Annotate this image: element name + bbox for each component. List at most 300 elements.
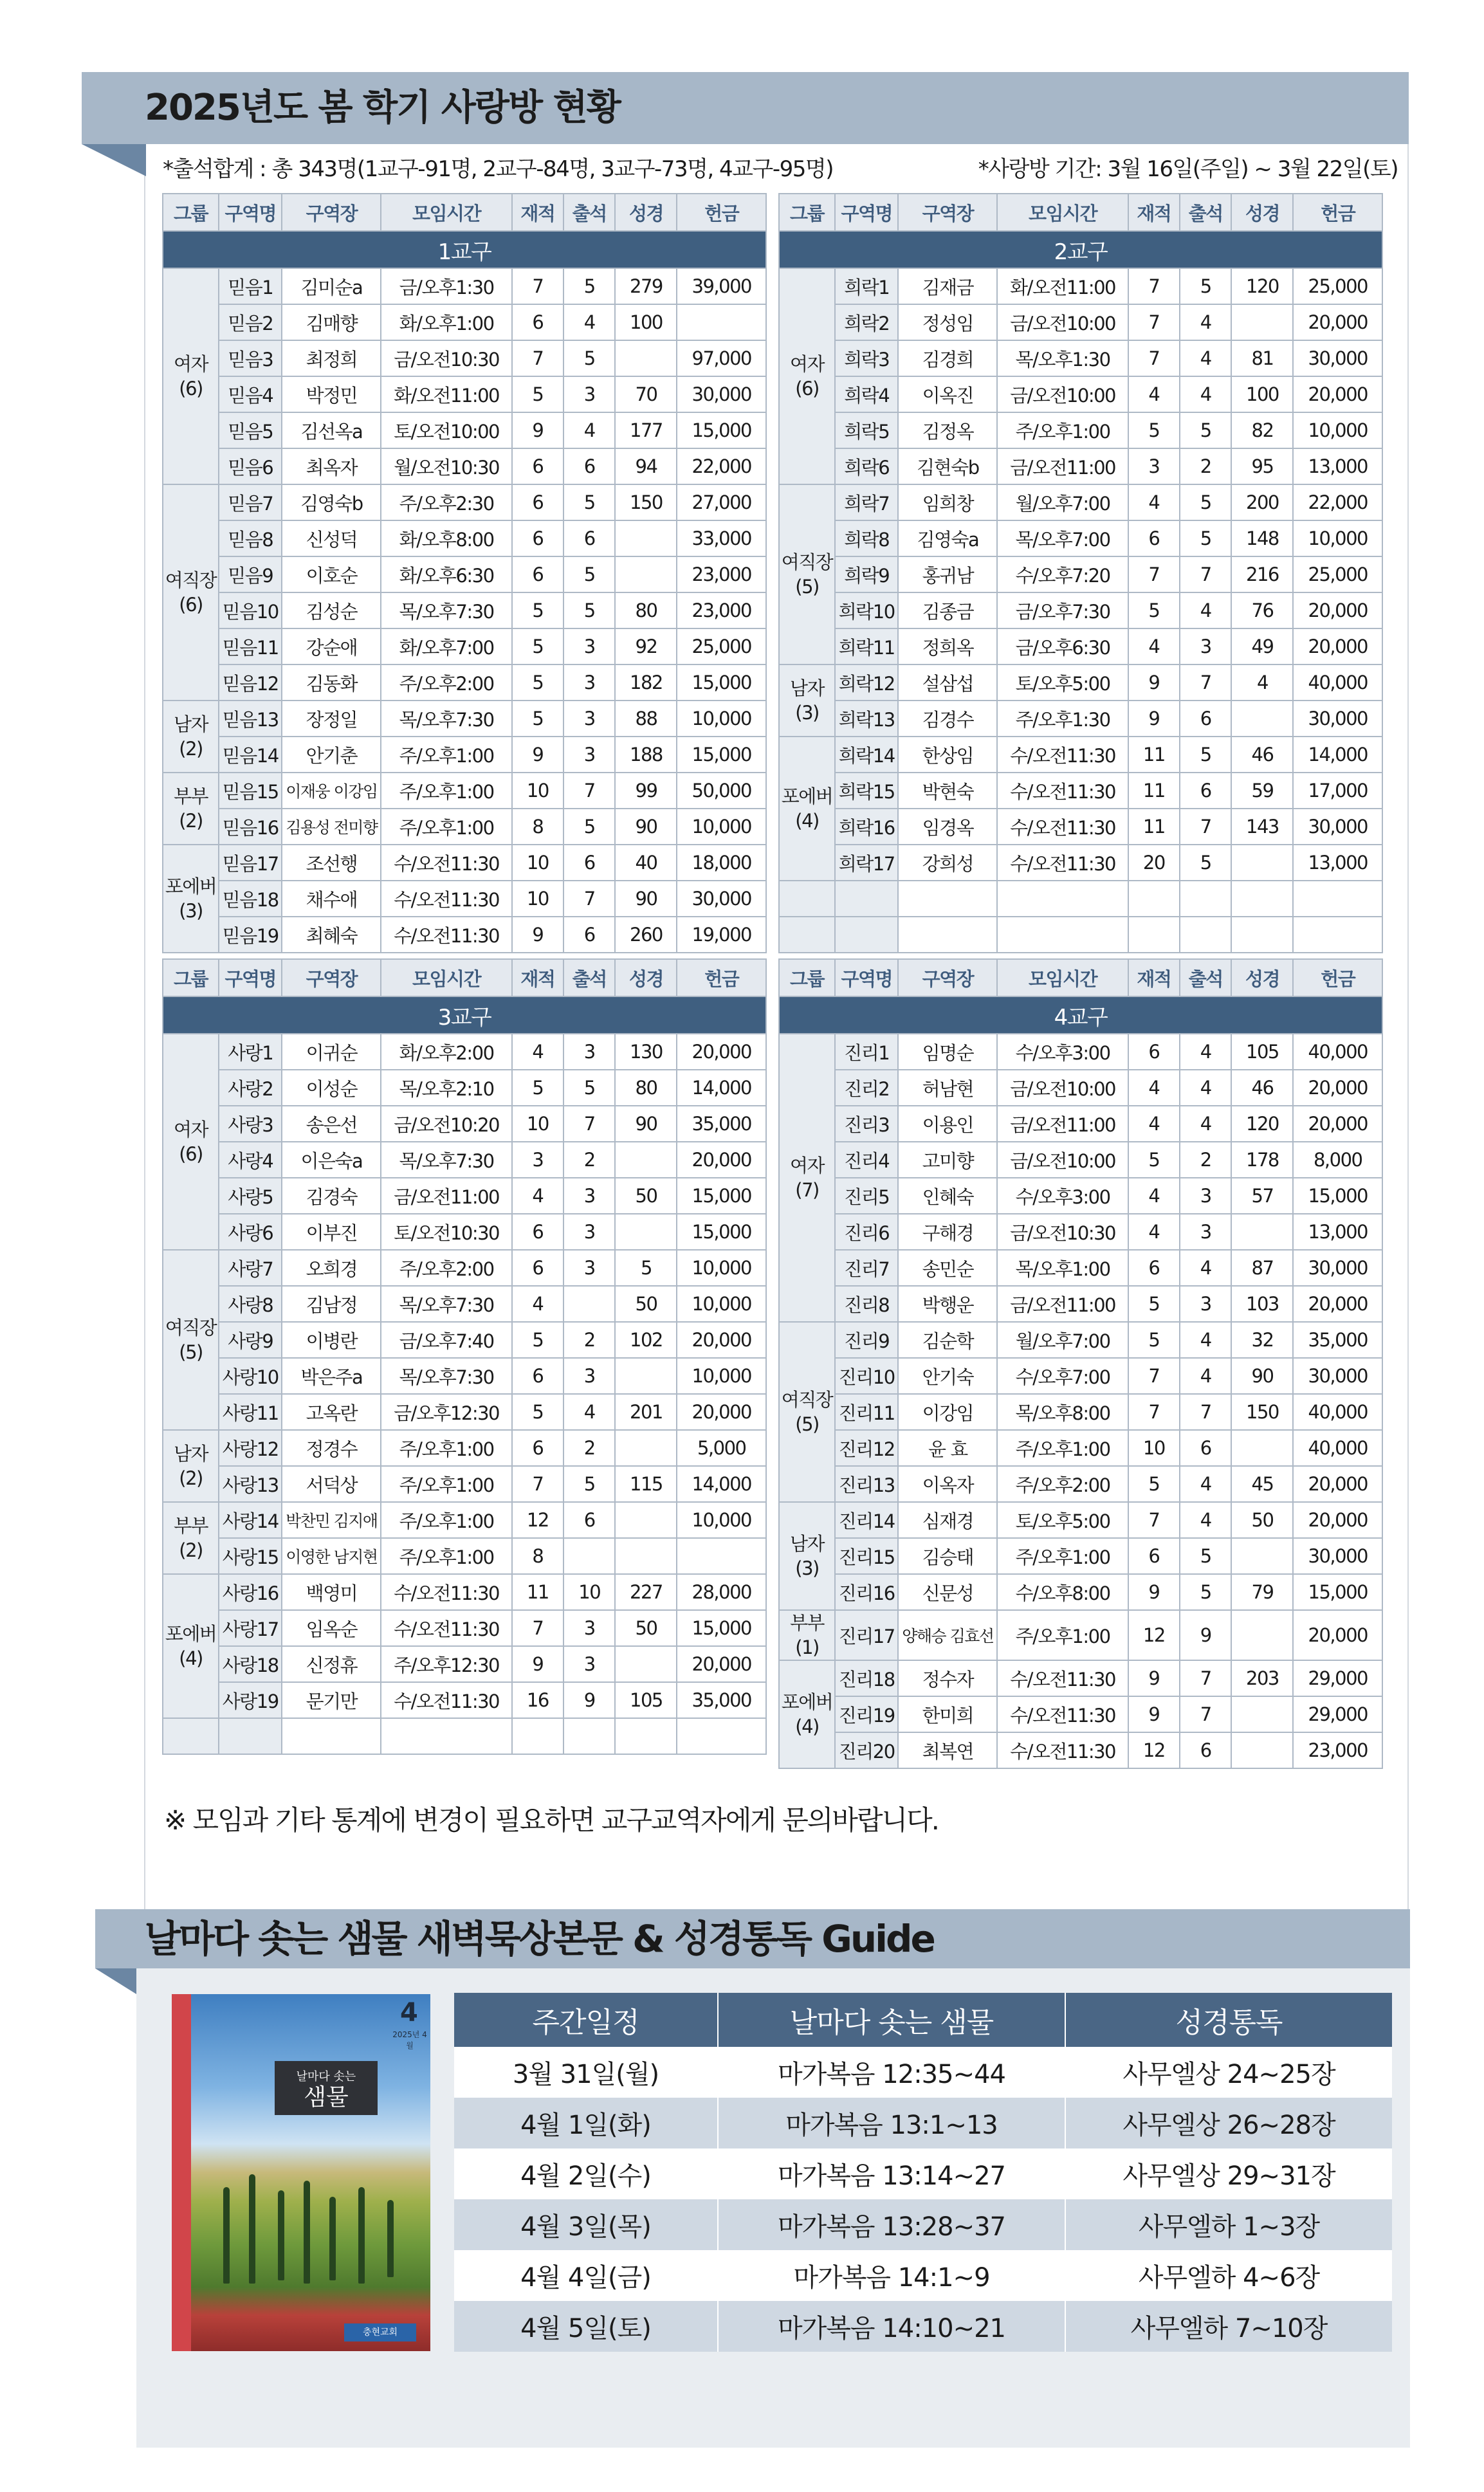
group-cell: 여직장 (5) (779, 1322, 835, 1502)
cell-zone: 사랑18 (219, 1646, 282, 1682)
table-row (779, 1538, 1382, 1574)
cypress-tree (278, 2190, 284, 2280)
cell-enrolled: 4 (1128, 1106, 1180, 1142)
cell-enrolled: 5 (512, 1394, 563, 1430)
table-row (163, 1538, 766, 1574)
church-logo: 충현교회 (344, 2323, 416, 2341)
cell-offering: 28,000 (677, 1574, 766, 1610)
cell-offering: 15,000 (677, 1214, 766, 1250)
cell-leader: 문기만 (282, 1682, 381, 1718)
guide-devotional: 마가복음 14:10~21 (718, 2301, 1065, 2352)
cell-bible (1231, 1214, 1293, 1250)
cell-leader: 설삼섭 (898, 664, 997, 701)
cell-attended: 3 (1180, 1178, 1231, 1214)
column-header: 재적 (1128, 959, 1180, 996)
cell-leader: 최옥자 (282, 448, 381, 484)
cell-enrolled: 5 (1128, 1142, 1180, 1178)
table-row (163, 1394, 766, 1430)
cell-attended: 4 (1180, 1322, 1231, 1358)
table-row (779, 1286, 1382, 1322)
cell-offering: 20,000 (1293, 376, 1382, 412)
cell-bible (1231, 304, 1293, 340)
cell-zone: 진리2 (835, 1070, 898, 1106)
group-cell: 포에버 (4) (779, 737, 835, 881)
cell-offering: 10,000 (677, 1250, 766, 1286)
table-row (163, 1574, 766, 1610)
cell-bible (1231, 1430, 1293, 1466)
cell-zone: 진리15 (835, 1538, 898, 1574)
cell-attended: 6 (563, 917, 615, 953)
cell-attended: 2 (563, 1430, 615, 1466)
cell-offering (1293, 881, 1382, 917)
guide-table (454, 1993, 1392, 2352)
cell-offering: 13,000 (1293, 448, 1382, 484)
cell-bible: 50 (615, 1178, 677, 1214)
cell-bible (615, 1538, 677, 1574)
cell-zone: 믿음7 (219, 484, 282, 520)
cell-offering: 10,000 (1293, 412, 1382, 448)
cell-attended: 3 (563, 376, 615, 412)
table-row (163, 1286, 766, 1322)
cell-meeting-time (381, 1718, 511, 1754)
cell-zone: 믿음18 (219, 881, 282, 917)
cell-zone: 사랑17 (219, 1610, 282, 1646)
table-row (163, 1034, 766, 1070)
group-cell: 여자 (6) (163, 1034, 219, 1250)
table-row (779, 1106, 1382, 1142)
cell-leader: 이부진 (282, 1214, 381, 1250)
cell-bible: 87 (1231, 1250, 1293, 1286)
cell-attended: 5 (563, 592, 615, 628)
cell-bible: 90 (615, 809, 677, 845)
cell-zone: 믿음19 (219, 917, 282, 953)
column-header: 재적 (1128, 194, 1180, 231)
cell-meeting-time (997, 917, 1128, 953)
cell-zone: 희락2 (835, 304, 898, 340)
cell-meeting-time: 수/오전11:30 (381, 1574, 511, 1610)
cell-offering: 97,000 (677, 340, 766, 376)
cell-enrolled: 9 (512, 412, 563, 448)
cell-enrolled: 3 (512, 1142, 563, 1178)
cell-enrolled (512, 1718, 563, 1754)
column-header: 출석 (563, 959, 615, 996)
cell-attended: 4 (1180, 1502, 1231, 1538)
cell-offering: 10,000 (677, 1502, 766, 1538)
cell-enrolled: 5 (512, 1070, 563, 1106)
cell-attended: 7 (563, 1106, 615, 1142)
cell-attended: 3 (563, 664, 615, 701)
cell-leader: 김현숙b (898, 448, 997, 484)
cell-leader: 이재웅 이강임 (282, 773, 381, 809)
column-header: 출석 (1180, 194, 1231, 231)
cell-offering: 15,000 (677, 412, 766, 448)
cell-meeting-time: 목/오후7:30 (381, 592, 511, 628)
cell-offering: 10,000 (677, 1358, 766, 1394)
column-header: 모임시간 (381, 959, 511, 996)
cell-attended: 3 (563, 1610, 615, 1646)
cell-enrolled: 5 (512, 701, 563, 737)
cell-leader: 김영숙b (282, 484, 381, 520)
cell-leader: 김종금 (898, 592, 997, 628)
cell-bible: 100 (1231, 376, 1293, 412)
cell-meeting-time: 목/오후7:00 (997, 520, 1128, 556)
cell-attended: 6 (563, 520, 615, 556)
table-row (163, 773, 766, 809)
cell-offering: 10,000 (677, 701, 766, 737)
cell-zone: 사랑6 (219, 1214, 282, 1250)
cell-meeting-time: 화/오후7:00 (381, 628, 511, 664)
cell-leader: 임희창 (898, 484, 997, 520)
guide-devotional: 마가복음 13:14~27 (718, 2148, 1065, 2199)
cell-bible (615, 1214, 677, 1250)
cell-zone: 희락7 (835, 484, 898, 520)
cell-zone: 진리13 (835, 1466, 898, 1502)
cell-attended: 5 (563, 484, 615, 520)
cell-leader (898, 917, 997, 953)
cell-attended: 5 (563, 268, 615, 304)
cell-meeting-time: 금/오전10:30 (997, 1214, 1128, 1250)
cell-attended: 4 (563, 1394, 615, 1430)
cypress-tree (249, 2174, 255, 2284)
cell-zone: 사랑13 (219, 1466, 282, 1502)
table-row (779, 1430, 1382, 1466)
cell-enrolled: 11 (1128, 809, 1180, 845)
cell-offering: 20,000 (1293, 1466, 1382, 1502)
cell-meeting-time: 목/오후1:30 (997, 340, 1128, 376)
cell-zone: 진리12 (835, 1430, 898, 1466)
cell-zone: 희락13 (835, 701, 898, 737)
table-row (779, 448, 1382, 484)
district-name: 2교구 (779, 231, 1382, 268)
cell-bible (1231, 845, 1293, 881)
column-header: 출석 (563, 194, 615, 231)
cell-enrolled: 6 (512, 1358, 563, 1394)
cell-bible: 150 (1231, 1394, 1293, 1430)
table-row (779, 1250, 1382, 1286)
cell-leader: 박은주a (282, 1358, 381, 1394)
cell-offering: 20,000 (1293, 1286, 1382, 1322)
cell-zone: 진리10 (835, 1358, 898, 1394)
table-row (163, 1178, 766, 1214)
table-row (779, 1732, 1382, 1768)
cell-offering: 20,000 (1293, 1106, 1382, 1142)
cell-leader: 안기춘 (282, 737, 381, 773)
cell-bible: 102 (615, 1322, 677, 1358)
table-row (163, 1610, 766, 1646)
group-cell: 여자 (6) (163, 268, 219, 484)
cell-zone: 진리11 (835, 1394, 898, 1430)
cell-bible: 260 (615, 917, 677, 953)
cell-leader: 김재금 (898, 268, 997, 304)
cell-offering: 23,000 (1293, 1732, 1382, 1768)
cell-offering: 10,000 (1293, 520, 1382, 556)
cell-bible (615, 1142, 677, 1178)
cypress-tree (358, 2187, 365, 2284)
cell-attended: 6 (563, 448, 615, 484)
cell-leader: 김경희 (898, 340, 997, 376)
cell-meeting-time: 금/오전10:00 (997, 376, 1128, 412)
table-row (163, 809, 766, 845)
cell-meeting-time: 금/오후12:30 (381, 1394, 511, 1430)
cell-leader: 정희옥 (898, 628, 997, 664)
table-row (163, 1466, 766, 1502)
cell-meeting-time: 수/오전11:30 (381, 917, 511, 953)
cell-zone: 사랑9 (219, 1322, 282, 1358)
table-row (779, 340, 1382, 376)
book-issue-number: 4 (400, 1998, 418, 2028)
cell-zone: 믿음13 (219, 701, 282, 737)
district-1-table (162, 193, 767, 953)
cell-meeting-time: 수/오전11:30 (381, 1682, 511, 1718)
table-row (779, 376, 1382, 412)
cell-offering: 29,000 (1293, 1660, 1382, 1696)
guide-devotional: 마가복음 13:1~13 (718, 2098, 1065, 2148)
guide-devotional: 마가복음 12:35~44 (718, 2047, 1065, 2098)
cell-attended: 3 (563, 628, 615, 664)
cell-leader: 임옥순 (282, 1610, 381, 1646)
cell-meeting-time: 수/오전11:30 (381, 881, 511, 917)
cypress-tree (387, 2200, 394, 2277)
table-row (779, 809, 1382, 845)
cell-enrolled: 16 (512, 1682, 563, 1718)
district-band (163, 996, 766, 1034)
cell-offering: 30,000 (1293, 340, 1382, 376)
devotional-book-cover (172, 1994, 430, 2351)
cell-leader: 허남현 (898, 1070, 997, 1106)
cell-zone: 진리9 (835, 1322, 898, 1358)
table-row (163, 1646, 766, 1682)
cell-enrolled: 11 (1128, 773, 1180, 809)
cell-offering (1293, 917, 1382, 953)
cell-enrolled: 4 (1128, 628, 1180, 664)
table-row (779, 592, 1382, 628)
table-row (163, 1142, 766, 1178)
group-cell (779, 917, 835, 953)
cell-zone: 진리3 (835, 1106, 898, 1142)
table-row (779, 1574, 1382, 1610)
cell-attended: 4 (1180, 1466, 1231, 1502)
cell-attended: 7 (1180, 664, 1231, 701)
cell-offering: 20,000 (677, 1394, 766, 1430)
cell-offering: 15,000 (677, 1178, 766, 1214)
table-row (779, 1466, 1382, 1502)
table-row (779, 845, 1382, 881)
cell-enrolled: 9 (512, 917, 563, 953)
cell-enrolled: 7 (1128, 556, 1180, 592)
cell-attended: 4 (1180, 1106, 1231, 1142)
cell-zone: 진리1 (835, 1034, 898, 1070)
cell-zone: 희락17 (835, 845, 898, 881)
cell-leader (282, 1718, 381, 1754)
cell-bible: 99 (615, 773, 677, 809)
cell-leader: 최복연 (898, 1732, 997, 1768)
table-row (163, 376, 766, 412)
cell-leader: 최정희 (282, 340, 381, 376)
cell-offering: 35,000 (677, 1106, 766, 1142)
cell-enrolled: 5 (1128, 1322, 1180, 1358)
cell-zone: 사랑5 (219, 1178, 282, 1214)
cell-attended: 5 (1180, 845, 1231, 881)
table-row (779, 1322, 1382, 1358)
cell-enrolled: 6 (512, 556, 563, 592)
cell-attended: 7 (563, 773, 615, 809)
cell-enrolled: 4 (1128, 484, 1180, 520)
cell-meeting-time: 목/오후8:00 (997, 1394, 1128, 1430)
cell-meeting-time: 주/오후1:00 (381, 1538, 511, 1574)
cell-meeting-time: 토/오후5:00 (997, 664, 1128, 701)
cell-meeting-time: 금/오전10:00 (997, 304, 1128, 340)
cell-zone: 믿음8 (219, 520, 282, 556)
cell-leader: 신성덕 (282, 520, 381, 556)
cell-meeting-time: 화/오후1:00 (381, 304, 511, 340)
cell-attended: 4 (1180, 592, 1231, 628)
cell-meeting-time: 금/오전11:00 (381, 1178, 511, 1214)
guide-header-row (454, 1993, 1392, 2047)
guide-row (454, 2148, 1392, 2199)
table-row (779, 556, 1382, 592)
cell-enrolled: 4 (1128, 1070, 1180, 1106)
cell-leader: 임명순 (898, 1034, 997, 1070)
cell-leader: 장정일 (282, 701, 381, 737)
cell-bible: 182 (615, 664, 677, 701)
column-header: 구역명 (219, 959, 282, 996)
cell-attended: 5 (563, 556, 615, 592)
cell-enrolled: 7 (512, 1610, 563, 1646)
cell-attended: 2 (563, 1142, 615, 1178)
group-cell: 여자 (6) (779, 268, 835, 484)
cell-meeting-time: 수/오전11:30 (997, 845, 1128, 881)
cell-enrolled: 6 (512, 520, 563, 556)
cell-bible: 70 (615, 376, 677, 412)
table-row (163, 268, 766, 304)
group-cell: 여직장 (5) (163, 1250, 219, 1430)
table-row (779, 664, 1382, 701)
cell-zone: 믿음3 (219, 340, 282, 376)
cell-leader: 김성순 (282, 592, 381, 628)
cypress-tree (223, 2187, 230, 2284)
table-row (163, 592, 766, 628)
cypress-tree (329, 2197, 336, 2280)
cell-meeting-time: 주/오후2:00 (381, 664, 511, 701)
cell-offering: 30,000 (677, 376, 766, 412)
cell-leader: 이귀순 (282, 1034, 381, 1070)
book-title-small: 날마다 솟는 (296, 2070, 356, 2084)
group-cell (779, 881, 835, 917)
cell-bible: 105 (615, 1682, 677, 1718)
cell-enrolled: 4 (1128, 1178, 1180, 1214)
table-row (779, 1696, 1382, 1732)
cell-zone: 사랑16 (219, 1574, 282, 1610)
cell-bible (615, 1502, 677, 1538)
column-header: 모임시간 (997, 194, 1128, 231)
cell-leader: 윤 효 (898, 1430, 997, 1466)
cell-leader: 신정휴 (282, 1646, 381, 1682)
table-row (779, 1034, 1382, 1070)
table-row (163, 1430, 766, 1466)
cell-zone: 사랑3 (219, 1106, 282, 1142)
guide-row (454, 2301, 1392, 2352)
cell-enrolled: 6 (512, 1250, 563, 1286)
guide-header-cell: 날마다 솟는 샘물 (718, 1993, 1065, 2047)
cell-zone: 사랑4 (219, 1142, 282, 1178)
cell-zone: 믿음12 (219, 664, 282, 701)
cell-attended: 2 (563, 1322, 615, 1358)
cell-offering (677, 1538, 766, 1574)
cell-zone: 진리20 (835, 1732, 898, 1768)
cell-bible: 130 (615, 1034, 677, 1070)
book-issue-date: 2025년 4월 (392, 2030, 427, 2050)
cell-meeting-time: 화/오후6:30 (381, 556, 511, 592)
cell-offering: 5,000 (677, 1430, 766, 1466)
cell-zone: 믿음6 (219, 448, 282, 484)
district-band (779, 996, 1382, 1034)
cell-bible: 227 (615, 1574, 677, 1610)
cell-bible: 50 (615, 1610, 677, 1646)
cell-bible: 201 (615, 1394, 677, 1430)
cell-enrolled: 6 (512, 1214, 563, 1250)
column-header: 헌금 (677, 959, 766, 996)
cell-enrolled: 4 (512, 1286, 563, 1322)
table-row (779, 1142, 1382, 1178)
cell-meeting-time: 금/오전10:00 (997, 1070, 1128, 1106)
cell-enrolled: 9 (1128, 701, 1180, 737)
cell-attended (1180, 917, 1231, 953)
cell-attended: 9 (563, 1682, 615, 1718)
table-row (779, 304, 1382, 340)
cell-offering: 18,000 (677, 845, 766, 881)
cell-leader: 이용인 (898, 1106, 997, 1142)
cell-meeting-time: 수/오후7:00 (997, 1358, 1128, 1394)
cell-offering: 15,000 (677, 1610, 766, 1646)
district-name: 3교구 (163, 996, 766, 1034)
cell-attended: 6 (1180, 701, 1231, 737)
cell-meeting-time: 주/오후1:00 (381, 1430, 511, 1466)
cell-enrolled: 6 (1128, 520, 1180, 556)
guide-reading: 사무엘하 7~10장 (1065, 2301, 1392, 2352)
column-header: 헌금 (677, 194, 766, 231)
cell-enrolled: 5 (1128, 412, 1180, 448)
cell-attended: 3 (563, 701, 615, 737)
column-header: 헌금 (1293, 959, 1382, 996)
cell-leader: 이은숙a (282, 1142, 381, 1178)
cell-offering: 25,000 (1293, 268, 1382, 304)
cell-zone: 믿음11 (219, 628, 282, 664)
cell-offering: 14,000 (1293, 737, 1382, 773)
cell-enrolled: 12 (1128, 1732, 1180, 1768)
cell-zone: 믿음17 (219, 845, 282, 881)
cell-meeting-time: 주/오후1:00 (381, 1502, 511, 1538)
table-row (163, 556, 766, 592)
cell-attended: 6 (1180, 773, 1231, 809)
cell-enrolled: 6 (1128, 1538, 1180, 1574)
cell-zone: 믿음10 (219, 592, 282, 628)
cell-meeting-time: 주/오후1:00 (997, 1538, 1128, 1574)
table-header-row (779, 194, 1382, 231)
cell-bible (1231, 1610, 1293, 1660)
cell-leader: 강희성 (898, 845, 997, 881)
group-cell: 남자 (3) (779, 1502, 835, 1610)
cell-bible: 200 (1231, 484, 1293, 520)
table-row (163, 1106, 766, 1142)
cell-bible: 120 (1231, 1106, 1293, 1142)
cell-enrolled: 5 (512, 592, 563, 628)
cell-offering: 20,000 (1293, 592, 1382, 628)
cell-attended: 5 (1180, 1538, 1231, 1574)
cell-bible: 57 (1231, 1178, 1293, 1214)
guide-date: 4월 5일(토) (454, 2301, 718, 2352)
cell-zone: 사랑19 (219, 1682, 282, 1718)
table-row (163, 304, 766, 340)
